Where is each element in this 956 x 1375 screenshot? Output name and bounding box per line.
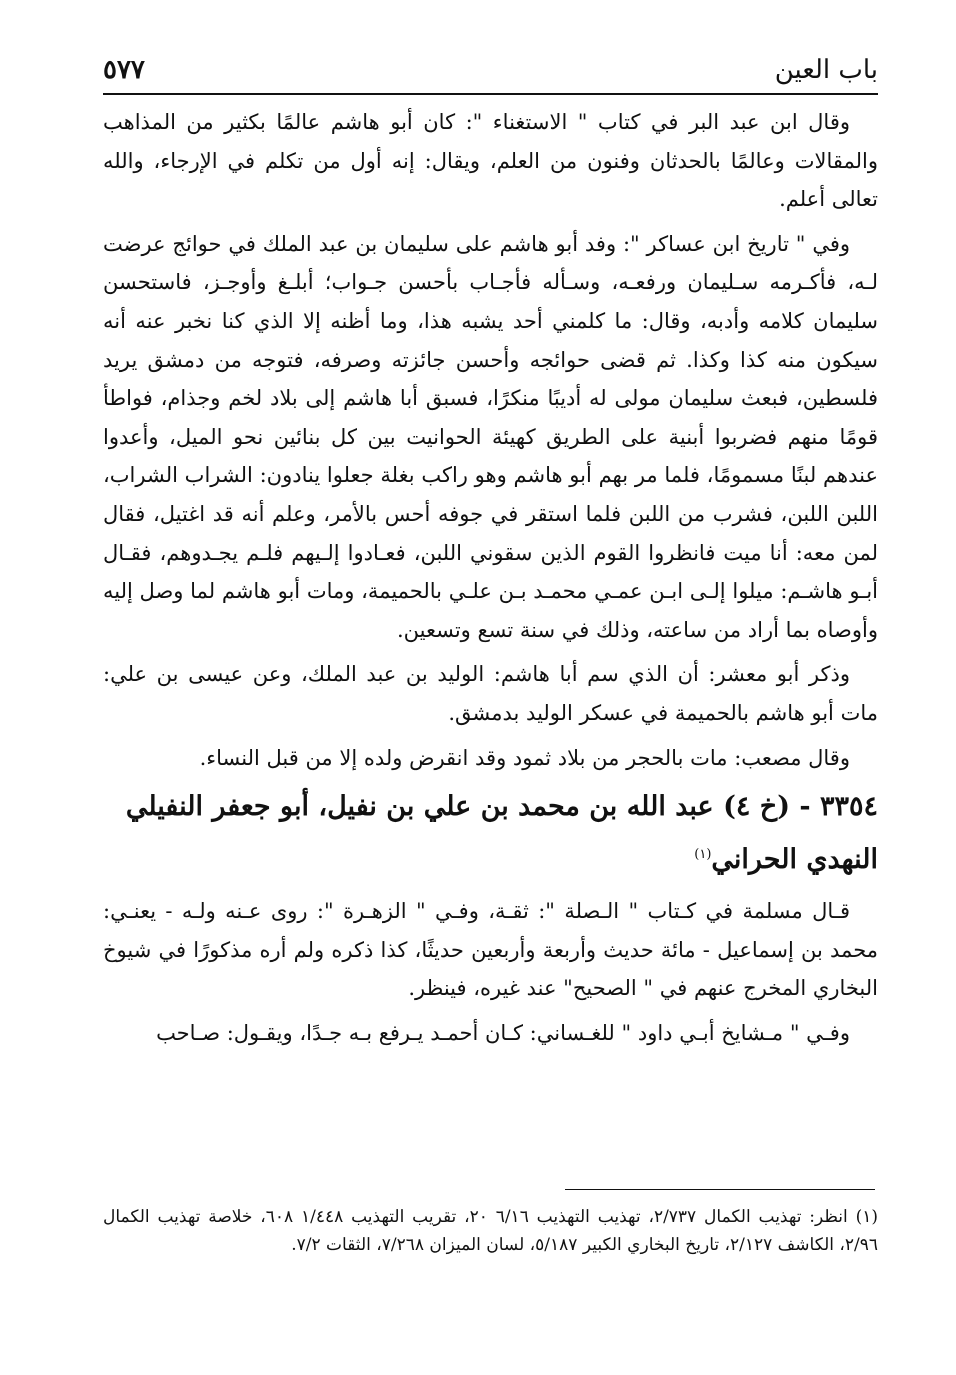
paragraph: وقال مصعب: مات بالحجر من بلاد ثمود وقد انقرض ولده إلا من قبل النساء. xyxy=(199,745,850,770)
entry-heading-text: ٣٣٥٤ - (خ ٤) عبد الله بن محمد بن علي بن نفيل، أبو جعفر النفيلي النهدي الحراني xyxy=(125,791,878,876)
header-rule xyxy=(103,93,878,95)
page-header xyxy=(103,48,878,92)
entry-heading xyxy=(103,783,878,884)
footnote-separator xyxy=(565,1189,875,1190)
paragraph: وفي " تاريخ ابن عساكر ": وفد أبو هاشم على سليمان بن عبد الملك في حوائج عرضت لـه، فأكـرمه سـليمان ورفعـه، وسـأله فأجـاب بأحسن جـواب؛ أبلـغ وأوجـز، فاستحسن سليمان كلامه وأدبه، وقال: ما كلمني أحد يشبه هذا، وما أظنه إلا الذي كنا نخبر عنه أنه سيكون منه كذا وكذا. ثم قضى حوائجه وأحسن جائزته وصرفه، فتوجه من دمشق يريد فلسطين، فبعث سليمان مولى له أديبًا منكرًا، فسبق أبا هاشم إلى بلاد لخم وجذام، فواطأ قومًا منهم فضربوا أبنية على الطريق كهيئة الحوانيت بين كل بنائين نحو الميل، وأعدوا عندهم لبنًا مسمومًا، فلما مر بهم أبو هاشم وهو راكب بغلة جعلوا ينادون: الشراب الشراب، اللبن اللبن، فشرب من اللبن فلما استقر في جوفه أحس بالأمر، وعلم أنه قد اغتيل، فقال لمن معه: أنا ميت فانظروا القوم الذين سقوني اللبن، فعـادوا إلـيهم فلـم يجـدوهم، فقـال أبـو هاشـم: ميلوا إلـى ابـن عمـي محمـد بـن علـي بالحميمة، ومات أبو هاشم لما وصل إليه وأوصاه بما أراد من ساعته، وذلك في سنة تسع وتسعين. xyxy=(103,231,878,642)
paragraph: وقال ابن عبد البر في كتاب " الاستغناء ": كان أبو هاشم عالمًا بكثير من المذاهب والمقالات وعالمًا بالحدثان وفنون من العلم، ويقال: إنه أول من تكلم في الإرجاء، والله تعالى أعلم. xyxy=(103,110,878,212)
page-number: ٥٧٧ xyxy=(103,55,145,85)
main-text xyxy=(103,103,878,1058)
footnotes xyxy=(103,1203,878,1259)
footnote: (١) انظر: تهذيب الكمال ٢/٧٣٧، تهذيب التهذيب ٦/١٦ ٢٠، تقريب التهذيب ١/٤٤٨ ٦٠٨، خلاصة تهذيب الكمال ٢/٩٦، الكاشف ٢/١٢٧، تاريخ البخاري الكبير ٥/١٨٧، لسان الميزان ٧/٢٦٨، الثقات ٧/٢. xyxy=(103,1207,879,1255)
paragraph: قـال مسلمة في كـتاب " الـصلة ": ثقـة، وفـي " الزهـرة ": روى عـنه ولـه - يعنـي: محمد بن إسماعيل - مائة حديث وأربعة وأربعين حديثًا، كذا ذكره ولم أره مذكورًا في شيوخ البخاري المخرج عنهم في " الصحيح" عند غيره، فينظر. xyxy=(103,899,878,1001)
running-title: باب العين xyxy=(774,55,878,85)
footnote-reference: (١) xyxy=(694,847,712,863)
paragraph: وذكر أبو معشر: أن الذي سم أبا هاشم: الوليد بن عبد الملك، وعن عيسى بن علي: مات أبو هاشم بالحميمة في عسكر الوليد بدمشق. xyxy=(103,662,878,725)
paragraph: وفـي " مـشايخ أبـي داود " للغـساني: كـان أحمـد يـرفع بـه جـدًا، ويقـول: صـاحب xyxy=(156,1020,850,1045)
